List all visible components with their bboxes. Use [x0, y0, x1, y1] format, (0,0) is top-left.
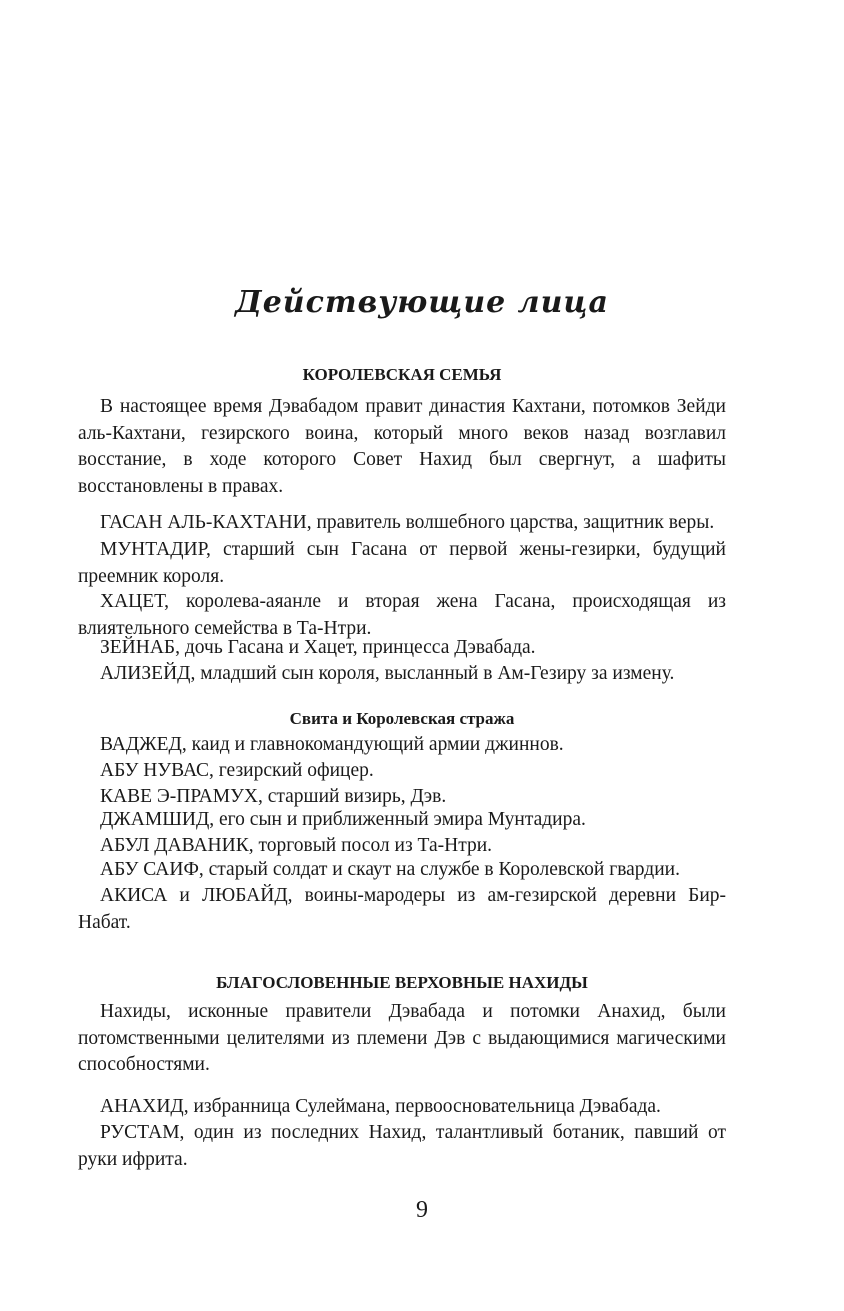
section-heading-royal-family: КОРОЛЕВСКАЯ СЕМЬЯ — [302, 365, 502, 384]
character-entry: РУСТАМ, один из последних Нахид, талантливый ботаник, павший от руки ифрита. — [78, 1122, 726, 1170]
page-number: 9 — [416, 1197, 428, 1223]
character-entry: АЛИЗЕЙД, младший сын короля, высланный в Ам-Гезиру за измену. — [100, 663, 675, 684]
character-entry: АНАХИД, избранница Сулеймана, первоосновательница Дэвабада. — [100, 1096, 661, 1117]
page-title: Действующие лица — [235, 285, 609, 320]
character-entry: ДЖАМШИД, его сын и приближенный эмира Мунтадира. — [100, 809, 586, 830]
character-entry: ЗЕЙНАБ, дочь Гасана и Хацет, принцесса Дэвабада. — [100, 637, 536, 658]
character-entry: АБУ САИФ, старый солдат и скаут на службе в Королевской гвардии. — [100, 859, 680, 880]
character-entry: МУНТАДИР, старший сын Гасана от первой жены-гезирки, будущий преемник короля. — [78, 539, 726, 587]
character-entry: ХАЦЕТ, королева-аяанле и вторая жена Гасана, происходящая из влиятельного семейства в Та-Нтри. — [78, 591, 726, 639]
royal-family-intro: В настоящее время Дэвабадом правит династия Кахтани, потомков Зейди аль-Кахтани, гезирского воина, который много веков назад возглавил восстание, в ходе которого Совет Нахид был свергнут, а шафиты восстановлены в правах. — [78, 396, 726, 498]
character-entry: КАВЕ Э-ПРАМУХ, старший визирь, Дэв. — [100, 786, 447, 807]
section-heading-nahids: БЛАГОСЛОВЕННЫЕ ВЕРХОВНЫЕ НАХИДЫ — [216, 973, 588, 992]
character-entry: АБУ НУВАС, гезирский офицер. — [100, 760, 374, 781]
nahids-intro: Нахиды, исконные правители Дэвабада и потомки Анахид, были потомственными целителями из племени Дэв с выдающимися магическими способностями. — [78, 1001, 726, 1076]
character-entry: ГАСАН АЛЬ-КАХТАНИ, правитель волшебного царства, защитник веры. — [100, 512, 715, 533]
section-heading-retinue: Свита и Королевская стража — [289, 709, 515, 728]
character-entry: АБУЛ ДАВАНИК, торговый посол из Та-Нтри. — [100, 835, 493, 856]
character-entry: АКИСА и ЛЮБАЙД, воины-мародеры из ам-гезирской деревни Бир-Набат. — [78, 885, 726, 933]
character-entry: ВАДЖЕД, каид и главнокомандующий армии джиннов. — [100, 734, 564, 755]
